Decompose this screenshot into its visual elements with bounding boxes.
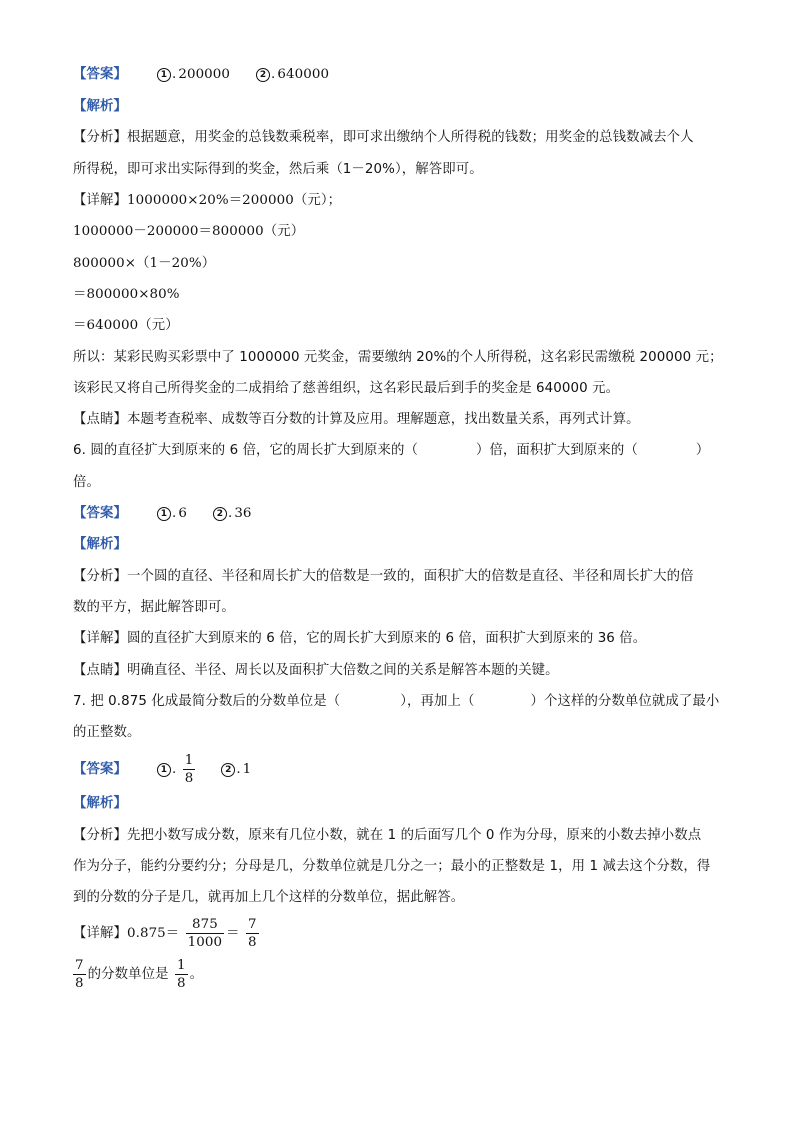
q5-detail-line-3: 800000×（1－20%）	[73, 256, 216, 271]
fraction-denominator: 8	[176, 976, 186, 991]
q5-conclusion-line-1: 所以：某彩民购买彩票中了 1000000 元奖金，需要缴纳 20%的个人所得税，这名彩民需缴税 200000 元；	[73, 350, 723, 365]
q7-fraction-7-8	[246, 917, 259, 950]
q7-question-part-a: 7. 把 0.875 化成最简分数后的分数单位是（	[73, 694, 341, 709]
fraction-numerator: 7	[75, 958, 84, 973]
q5-answer-2: 640000	[277, 67, 330, 82]
q7-fenxi-line-2: 作为分子，能约分要约分；分母是几，分数单位就是几分之一；最小的正整数是 1，用 1 减去这个分数，得	[73, 859, 711, 874]
q6-question-part-b: ）倍，面积扩大到原来的（	[475, 443, 638, 458]
q7-answer-line: 【答案】 1 . $\frac{1}{8}$ 2 . 1	[73, 753, 252, 786]
q7-fraction-1-8	[175, 958, 188, 991]
circled-1-icon: 1	[157, 763, 171, 777]
circled-1-icon: 1	[157, 68, 171, 82]
period: 。	[189, 967, 204, 982]
q7-question-part-b: ），再加上（	[400, 694, 475, 709]
answer-tag: 【答案】	[73, 67, 127, 82]
equals-sign: ＝	[226, 926, 240, 941]
q7-answer-2: 1	[242, 762, 252, 777]
fenxi-tag: 【分析】	[73, 828, 127, 843]
fraction-denominator: 8	[248, 935, 257, 950]
fraction-denominator: 1000	[187, 935, 223, 950]
fraction-denominator: 8	[75, 976, 84, 991]
q7-analysis-heading	[73, 795, 127, 813]
fraction-numerator: 875	[191, 917, 218, 932]
q7-fraction-875-1000	[186, 917, 224, 950]
q5-comment-line	[73, 411, 640, 429]
fenxi-tag: 【分析】	[73, 130, 127, 145]
detail-tag: 【详解】	[73, 193, 127, 208]
analysis-tag: 【解析】	[73, 796, 127, 811]
q7-fraction-7-8-b	[73, 958, 86, 991]
q5-fenxi-line-2: 所得税，即可求出实际得到的奖金，然后乘（1－20%），解答即可。	[73, 162, 483, 177]
q5-fenxi-text-1: 根据题意，用奖金的总钱数乘税率，即可求出缴纳个人所得税的钱数；用奖金的总钱数减去个人	[126, 130, 694, 145]
comment-tag: 【点睛】	[73, 663, 127, 678]
q7-answer-1-fraction	[183, 753, 196, 786]
q6-question-line-2: 倍。	[73, 475, 100, 490]
q6-question-part-a: 6. 圆的直径扩大到原来的 6 倍，它的周长扩大到原来的（	[73, 443, 418, 458]
q7-fenxi-text-1: 先把小数写成分数，原来有几位小数，就在 1 的后面写几个 0 作为分母，原来的小数去掉小数点	[126, 828, 702, 843]
q7-detail-prefix: 0.875＝	[126, 926, 180, 941]
fraction-denominator: 8	[184, 771, 194, 786]
q7-detail-line	[73, 916, 261, 952]
q6-answer-2: 36	[234, 506, 252, 521]
circled-2-icon: 2	[221, 763, 235, 777]
circled-2-icon: 2	[256, 68, 270, 82]
q6-fenxi-line-1	[73, 568, 694, 586]
q6-fenxi-line-2: 数的平方，据此解答即可。	[73, 600, 235, 615]
q5-detail-line-5: ＝640000（元）	[73, 318, 179, 333]
q6-detail-text: 圆的直径扩大到原来的 6 倍，它的周长扩大到原来的 6 倍，面积扩大到原来的 36 倍。	[126, 631, 647, 646]
q6-question-part-c: ）	[695, 443, 710, 458]
answer-tag: 【答案】	[73, 506, 127, 521]
circled-2-icon: 2	[213, 507, 227, 521]
answer-tag: 【答案】	[73, 762, 127, 777]
q5-fenxi-line-1	[73, 129, 694, 147]
q6-answer-1: 6	[178, 506, 187, 521]
fenxi-tag: 【分析】	[73, 569, 127, 584]
analysis-tag: 【解析】	[73, 99, 127, 114]
detail-tag: 【详解】	[73, 631, 127, 646]
q7-unit-line	[71, 957, 203, 993]
q6-analysis-heading	[73, 536, 127, 554]
q7-fenxi-line-1	[73, 827, 701, 845]
q7-fenxi-line-3: 到的分数的分子是几，就再加上几个这样的分数单位，据此解答。	[73, 890, 465, 905]
q6-answer-line: 【答案】 1 . 6 2 . 36	[73, 506, 252, 521]
circled-1-icon: 1	[157, 507, 171, 521]
q6-comment-line	[73, 662, 559, 680]
q5-detail-line-2: 1000000－200000＝800000（元）	[73, 224, 305, 239]
q5-detail-line-4: ＝800000×80%	[73, 287, 180, 302]
q5-comment-text: 本题考查税率、成数等百分数的计算及应用。理解题意，找出数量关系，再列式计算。	[126, 412, 640, 427]
comment-tag: 【点睛】	[73, 412, 127, 427]
q7-question-line-2: 的正整数。	[73, 725, 141, 740]
q5-answer-line: 【答案】 1 . 200000 2 . 640000	[73, 67, 330, 82]
q6-detail-line	[73, 630, 646, 648]
q7-question-part-c: ）个这样的分数单位就成了最小	[530, 694, 720, 709]
q5-analysis-heading	[73, 98, 127, 116]
analysis-tag: 【解析】	[73, 537, 127, 552]
q6-fenxi-text-1: 一个圆的直径、半径和周长扩大的倍数是一致的，面积扩大的倍数是直径、半径和周长扩大的倍	[126, 569, 694, 584]
q5-answer-1: 200000	[178, 67, 231, 82]
q7-question-line-1	[73, 693, 719, 711]
q6-question-line-1	[73, 442, 709, 460]
detail-tag: 【详解】	[73, 926, 127, 941]
fraction-numerator: 7	[248, 917, 257, 932]
fraction-numerator: 1	[184, 753, 194, 768]
q5-conclusion-line-2: 该彩民又将自己所得奖金的二成捐给了慈善组织，这名彩民最后到手的奖金是 640000 元。	[73, 381, 620, 396]
fraction-numerator: 1	[176, 958, 186, 973]
q7-unit-text: 的分数单位是	[87, 967, 169, 982]
q5-detail-text-1: 1000000×20%＝200000（元）；	[126, 193, 342, 208]
q6-comment-text: 明确直径、半径、周长以及面积扩大倍数之间的关系是解答本题的关键。	[126, 663, 559, 678]
q5-detail-line-1	[73, 192, 341, 210]
